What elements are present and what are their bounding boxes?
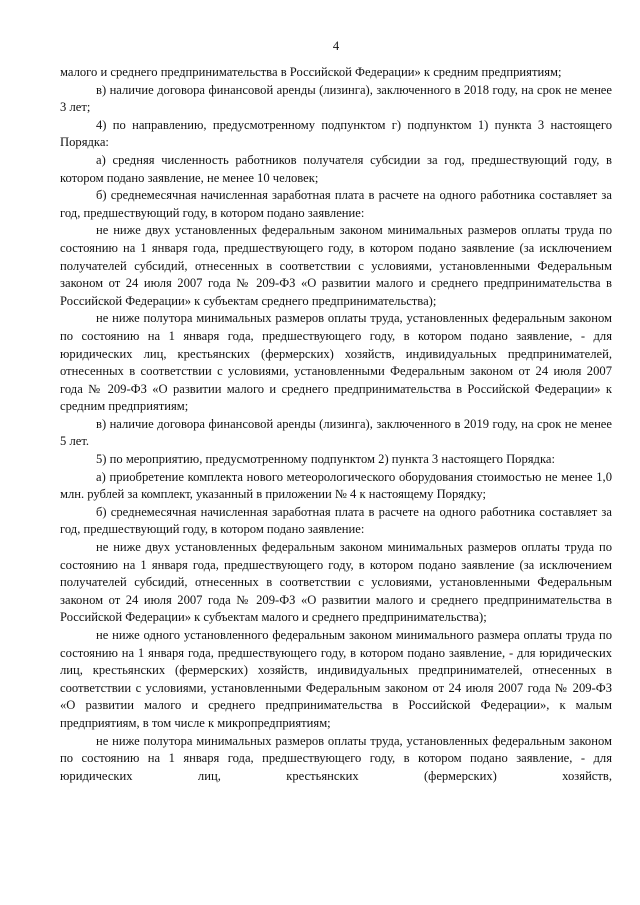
paragraph: 4) по направлению, предусмотренному подпунктом г) подпунктом 1) пункта 3 настоящего Порядка: xyxy=(60,117,612,150)
paragraph: в) наличие договора финансовой аренды (лизинга), заключенного в 2018 году, на срок не менее 3 лет; xyxy=(60,82,612,115)
paragraph: 5) по мероприятию, предусмотренному подпунктом 2) пункта 3 настоящего Порядка: xyxy=(96,452,555,467)
paragraph: не ниже полутора минимальных размеров оплаты труда, установленных федеральным законом по состоянию на 1 января года, предшествующего году, в котором подано заявление, - для юридических лиц, крестьянских (фермерских) хозяйств, xyxy=(60,733,612,783)
paragraph: а) средняя численность работников получателя субсидии за год, предшествующий году, в котором подано заявление, не менее 10 человек; xyxy=(60,152,612,185)
paragraph: не ниже одного установленного федеральным законом минимального размера оплаты труда по состоянию на 1 января года, предшествующего году, в котором подано заявление, - для юридических лиц, крестьянских (фермерских) хозяйств, индивидуальных предпринимателей, отнесенных в соответствии с условиями, установленными Федеральным законом от 24 июля 2007 года № 209-ФЗ «О развитии малого и среднего предпринимательства в Российской Федерации», к малым предприятиям, в том числе к микропредприятиям; xyxy=(60,628,612,730)
paragraph: не ниже двух установленных федеральным законом минимальных размеров оплаты труда по состоянию на 1 января года, предшествующего году, в котором подано заявление (за исключением получателей субсидий, отнесенных в соответствии с условиями, установленными Федеральным законом от 24 июля 2007 года № 209-ФЗ «О развитии малого и среднего предпринимательства в Российской Федерации» к субъектам среднего предпринимательства); xyxy=(60,223,612,308)
paragraph: малого и среднего предпринимательства в Российской Федерации» к средним предприятиям; xyxy=(60,65,562,79)
paragraph: б) среднемесячная начисленная заработная плата в расчете на одного работника составляет за год, предшествующий году, в котором подано заявление: xyxy=(60,504,612,537)
page-number: 4 xyxy=(332,39,340,53)
paragraph: в) наличие договора финансовой аренды (лизинга), заключенного в 2019 году, на срок не менее 5 лет. xyxy=(60,416,612,449)
paragraph: б) среднемесячная начисленная заработная плата в расчете на одного работника составляет за год, предшествующий году, в котором подано заявление: xyxy=(60,188,612,220)
paragraph: не ниже двух установленных федеральным законом минимальных размеров оплаты труда по состоянию на 1 января года, предшествующего году, в котором подано заявление (за исключением получателей субсидий, отнесенных в соответствии с условиями, установленными Федеральным законом от 24 июля 2007 года № 209-ФЗ «О развитии малого и среднего предпринимательства в Российской Федерации» к субъектам малого и среднего предпринимательства); xyxy=(60,540,612,625)
paragraph: не ниже полутора минимальных размеров оплаты труда, установленных федеральным законом по состоянию на 1 января года, предшествующего году, в котором подано заявление, - для юридических лиц, крестьянских (фермерских) хозяйств, индивидуальных предпринимателей, отнесенных в соответствии с условиями, установленными Федеральным законом от 24 июля 2007 года № 209-ФЗ «О развитии малого и среднего предпринимательства в Российской Федерации» к средним предприятиям; xyxy=(60,311,612,414)
document-body xyxy=(60,64,612,785)
paragraph: а) приобретение комплекта нового метеорологического оборудования стоимостью не менее 1,0 млн. рублей за комплект, указанный в приложении № 4 к настоящему Порядку; xyxy=(60,469,612,502)
